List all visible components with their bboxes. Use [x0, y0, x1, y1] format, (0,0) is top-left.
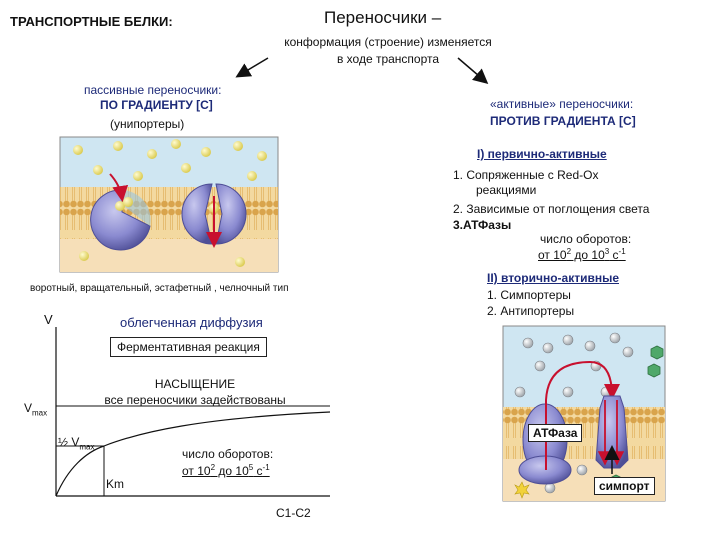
graph-x-label: С1-С2	[276, 506, 311, 520]
active-turnover-label: число оборотов:	[540, 232, 632, 246]
saturation-desc: все переносчики задействованы	[104, 393, 286, 407]
arrow-to-passive	[238, 58, 268, 76]
graph-y-label: V	[44, 312, 53, 327]
atpase-label: АТФаза	[528, 424, 582, 442]
graph-turnover-label: число оборотов:	[182, 447, 274, 461]
active-title: «активные» переносчики:	[490, 97, 634, 111]
graph-turnover-value: от $10^2$ до $10^5$ $с^{-1}$	[182, 463, 270, 478]
arrow-to-active	[458, 58, 486, 82]
passive-types: воротный, вращательный, эстафетный , челночный тип	[30, 283, 289, 294]
saturation-title: НАСЫЩЕНИЕ	[154, 377, 236, 391]
primary-item-1: 1. Сопряженные с Red-Ox	[453, 168, 599, 182]
secondary-item-2: 2. Антипортеры	[487, 304, 575, 318]
km-label: Km	[106, 477, 124, 491]
active-turnover-value: от $10^2$ до $10^3$ $с^{-1}$	[538, 247, 626, 262]
graph-facilitated-label: облегченная диффузия	[120, 315, 263, 330]
secondary-item-1: 1. Симпортеры	[487, 288, 571, 302]
active-gradient: ПРОТИВ ГРАДИЕНТА [С]	[490, 114, 636, 128]
primary-item-2: 2. Зависимые от поглощения света	[453, 202, 650, 216]
symport-label: симпорт	[594, 477, 655, 495]
header-subtitle-line1: конформация (строение) изменяется	[284, 35, 492, 49]
passive-gradient: ПО ГРАДИЕНТУ [С]	[100, 98, 213, 112]
primary-item-3: 3.АТФазы	[453, 218, 512, 232]
passive-carrier-illustration	[60, 137, 278, 272]
passive-uniporters: (унипортеры)	[110, 117, 185, 131]
header-subtitle-line2: в ходе транспорта	[336, 52, 440, 66]
active-carrier-illustration	[503, 326, 665, 501]
header-title-main: Переносчики –	[324, 8, 442, 27]
secondary-active-title: II) вторично-активные	[487, 271, 619, 285]
header-title-left: ТРАНСПОРТНЫЕ БЕЛКИ:	[10, 14, 173, 29]
enzyme-reaction-box: Ферментативная реакция	[110, 337, 267, 357]
half-vmax-label: ½ $V_{max}$	[58, 435, 95, 452]
primary-item-1-cont: реакциями	[476, 183, 537, 197]
passive-title: пассивные переносчики:	[84, 83, 222, 97]
vmax-label: $V_{max}$	[24, 401, 48, 418]
primary-active-title: I) первично-активные	[477, 147, 607, 161]
